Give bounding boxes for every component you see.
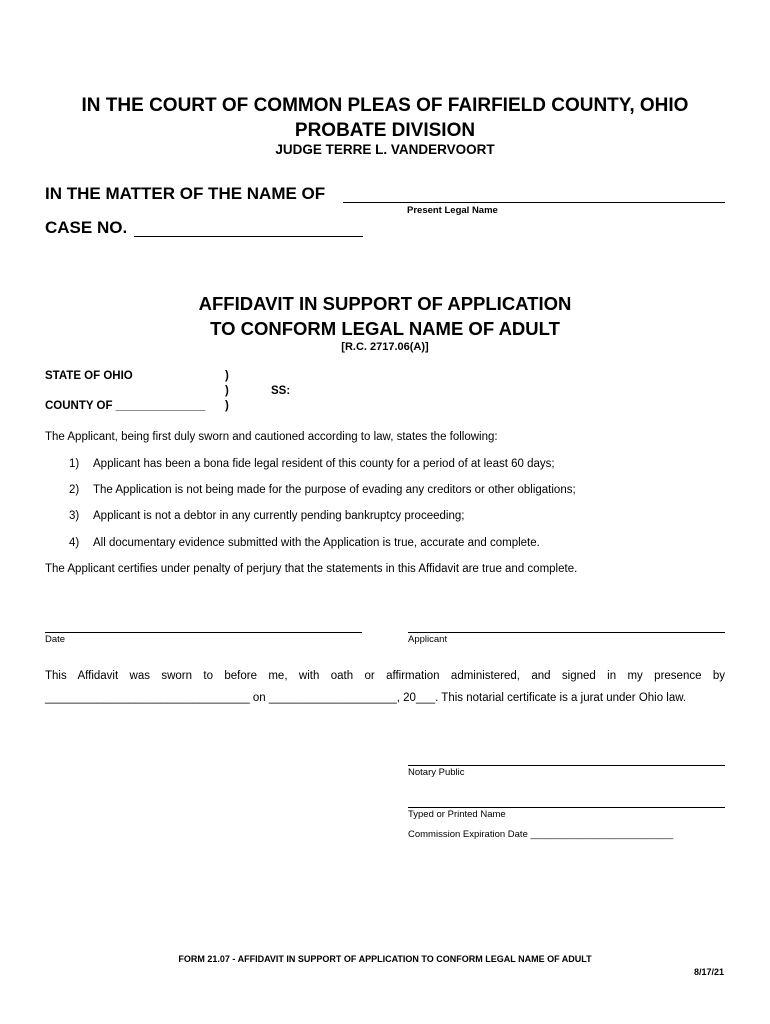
certification-statement: The Applicant certifies under penalty of perjury that the statements in this Affidavit are true and complete. [45,563,578,575]
list-item-text: Applicant is not a debtor in any currently pending bankruptcy proceeding; [93,510,465,522]
applicant-label: Applicant [408,634,448,645]
list-item [69,536,540,550]
present-legal-name-label: Present Legal Name [407,205,498,216]
ss-label: SS: [271,385,291,397]
matter-label: IN THE MATTER OF THE NAME OF [45,184,326,203]
judge-name: JUDGE TERRE L. VANDERVOORT [275,142,495,157]
case-no-field[interactable] [134,220,363,237]
county-of: COUNTY OF ______________ [45,400,206,412]
form-footer: FORM 21.07 - AFFIDAVIT IN SUPPORT OF APPLICATION TO CONFORM LEGAL NAME OF ADULT [178,954,592,964]
notary-public-label: Notary Public [408,767,465,778]
list-item-text: Applicant has been a bona fide legal resident of this county for a period of at least 60 days; [93,458,555,470]
list-item-number: 3) [69,510,80,522]
jurat-line2: ________________________________ on ____________________, 20___. This notarial certificate is a jurat under Ohio law. [45,692,687,704]
notary-signature-line[interactable] [408,753,725,766]
venue-paren: ) [225,370,229,382]
venue-paren: ) [225,385,229,397]
list-item [69,483,576,497]
court-title-line1: IN THE COURT OF COMMON PLEAS OF FAIRFIELD COUNTY, OHIO [81,95,689,116]
case-no-label: CASE NO. [45,218,128,237]
affidavit-title-line2: TO CONFORM LEGAL NAME OF ADULT [210,318,560,339]
present-legal-name-field[interactable] [343,186,725,203]
court-title [0,93,770,143]
list-item-number: 4) [69,537,80,549]
statute-reference: [R.C. 2717.06(A)] [341,341,429,353]
list-item-number: 1) [69,458,80,470]
court-title-line2: PROBATE DIVISION [294,120,476,141]
typed-name-line[interactable] [408,795,725,808]
list-item-number: 2) [69,484,80,496]
date-signature-line[interactable] [45,620,362,633]
jurat-line1: This Affidavit was sworn to before me, with oath or affirmation administered, and signed in my presence by [45,670,725,682]
list-item-text: The Application is not being made for the purpose of evading any creditors or other obligations; [93,484,576,496]
typed-name-label: Typed or Printed Name [408,809,506,820]
applicant-signature-line[interactable] [408,620,725,633]
commission-expiration: Commission Expiration Date ___________________________ [408,829,674,840]
affidavit-title [0,291,770,341]
form-date: 8/17/21 [693,967,724,977]
venue-paren: ) [225,400,229,412]
intro-statement: The Applicant, being first duly sworn and cautioned according to law, states the following: [45,431,498,443]
date-label: Date [45,634,66,645]
affidavit-title-line1: AFFIDAVIT IN SUPPORT OF APPLICATION [198,293,572,314]
list-item [69,457,555,471]
list-item-text: All documentary evidence submitted with the Application is true, accurate and complete. [93,537,540,549]
list-item [69,509,464,523]
state-of-ohio: STATE OF OHIO [45,370,133,382]
